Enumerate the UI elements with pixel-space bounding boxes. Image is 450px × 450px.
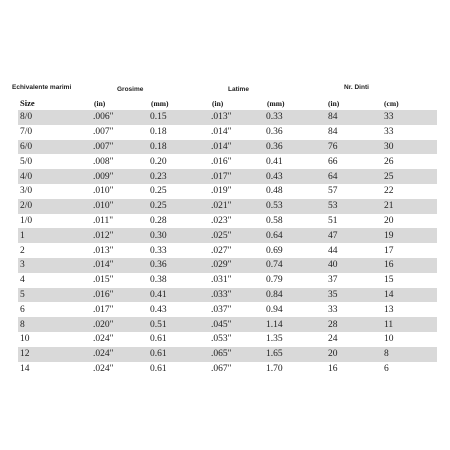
cell-grosime-in: .016" [91, 288, 150, 303]
cell-latime-mm: 0.74 [266, 258, 326, 273]
cell-dinti-cm: 15 [384, 275, 394, 286]
cell-latime-mm: 0.41 [266, 156, 283, 167]
cell-grosime-in: .024" [93, 363, 114, 374]
cell-latime-mm: 1.65 [266, 347, 326, 362]
cell-dinti-in: 40 [326, 258, 384, 273]
cell-grosime-mm: 0.38 [150, 275, 167, 286]
cell-grosime-in: .012" [91, 228, 150, 243]
cell-grosime-in: .007" [93, 127, 114, 138]
cell-dinti-in: 76 [326, 140, 384, 155]
cell-latime-in: .027" [211, 245, 232, 256]
cell-grosime-in: .009" [91, 169, 150, 184]
table-row [18, 169, 437, 184]
cell-grosime-mm: 0.61 [150, 363, 167, 374]
table-row [18, 110, 437, 125]
cell-dinti-cm: 25 [384, 169, 437, 184]
cell-latime-in: .067" [211, 363, 232, 374]
group-label-grosime: Grosime [117, 86, 144, 93]
cell-latime-mm: 0.43 [266, 169, 326, 184]
cell-size: 10 [20, 334, 30, 345]
cell-latime-in: .014" [211, 127, 232, 138]
column-header-grosime-in: (in) [94, 99, 106, 108]
cell-grosime-in: .008" [93, 156, 114, 167]
size-table [18, 110, 437, 376]
table-row [18, 228, 437, 243]
cell-dinti-cm: 8 [384, 347, 437, 362]
cell-size: 2/0 [18, 199, 91, 214]
cell-size: 7/0 [20, 127, 33, 138]
cell-size: 4/0 [18, 169, 91, 184]
cell-dinti-in: 33 [328, 304, 338, 315]
cell-latime-mm: 0.84 [266, 288, 326, 303]
cell-latime-mm: 0.94 [266, 304, 283, 315]
cell-dinti-in: 24 [328, 334, 338, 345]
cell-latime-mm: 1.14 [266, 317, 326, 332]
column-header-size: Size [20, 98, 35, 108]
table-row [18, 347, 437, 362]
table-row [18, 258, 437, 273]
cell-size: 12 [18, 347, 91, 362]
cell-dinti-in: 57 [328, 186, 338, 197]
cell-size: 1/0 [20, 215, 33, 226]
cell-grosime-mm: 0.33 [150, 245, 167, 256]
cell-dinti-in: 47 [326, 228, 384, 243]
cell-latime-in: .029" [209, 258, 266, 273]
column-header-grosime-mm: (mm) [151, 99, 169, 108]
column-header-latime-in: (in) [212, 99, 224, 108]
cell-dinti-cm: 13 [384, 304, 394, 315]
table-row [18, 288, 437, 303]
cell-latime-in: .014" [209, 140, 266, 155]
cell-dinti-cm: 26 [384, 156, 394, 167]
cell-latime-mm: 0.58 [266, 215, 283, 226]
cell-latime-in: .017" [209, 169, 266, 184]
cell-grosime-mm: 0.18 [150, 127, 167, 138]
cell-dinti-in: 66 [328, 156, 338, 167]
cell-latime-mm: 0.64 [266, 228, 326, 243]
cell-grosime-mm: 0.25 [150, 199, 209, 214]
cell-latime-mm: 0.36 [266, 127, 283, 138]
table-row [18, 184, 437, 199]
cell-grosime-mm: 0.36 [150, 258, 209, 273]
cell-grosime-mm: 0.28 [150, 215, 167, 226]
table-row [18, 243, 437, 258]
cell-dinti-cm: 11 [384, 317, 437, 332]
group-label-echivalente: Echivalente marimi [12, 84, 72, 91]
group-label-dinti: Nr. Dinti [344, 84, 369, 91]
cell-grosime-mm: 0.30 [150, 228, 209, 243]
cell-dinti-cm: 17 [384, 245, 394, 256]
cell-grosime-in: .024" [91, 347, 150, 362]
table-row [18, 214, 437, 229]
cell-dinti-in: 64 [326, 169, 384, 184]
cell-grosime-in: .015" [93, 275, 114, 286]
column-header-latime-mm: (mm) [267, 99, 285, 108]
cell-size: 8 [18, 317, 91, 332]
cell-dinti-in: 35 [326, 288, 384, 303]
cell-grosime-mm: 0.61 [150, 347, 209, 362]
cell-dinti-cm: 20 [384, 215, 394, 226]
cell-dinti-in: 28 [326, 317, 384, 332]
cell-grosime-mm: 0.25 [150, 186, 167, 197]
cell-dinti-in: 20 [326, 347, 384, 362]
cell-dinti-cm: 10 [384, 334, 394, 345]
cell-grosime-in: .013" [93, 245, 114, 256]
cell-grosime-mm: 0.18 [150, 140, 209, 155]
column-header-dinti-in: (in) [328, 99, 340, 108]
table-row [18, 125, 437, 140]
cell-latime-mm: 1.70 [266, 363, 283, 374]
cell-size: 4 [20, 275, 25, 286]
cell-grosime-in: .017" [93, 304, 114, 315]
cell-grosime-mm: 0.41 [150, 288, 209, 303]
cell-latime-in: .031" [211, 275, 232, 286]
cell-latime-in: .037" [211, 304, 232, 315]
cell-grosime-mm: 0.23 [150, 169, 209, 184]
table-row [18, 273, 437, 288]
cell-size: 3/0 [20, 186, 33, 197]
table-row [18, 140, 437, 155]
cell-dinti-in: 84 [326, 110, 384, 125]
cell-latime-in: .053" [211, 334, 232, 345]
cell-dinti-in: 51 [328, 215, 338, 226]
cell-latime-in: .045" [209, 317, 266, 332]
cell-dinti-cm: 19 [384, 228, 437, 243]
cell-grosime-in: .010" [91, 199, 150, 214]
cell-grosime-in: .024" [93, 334, 114, 345]
cell-latime-in: .065" [209, 347, 266, 362]
cell-dinti-in: 16 [328, 363, 338, 374]
cell-size: 14 [20, 363, 30, 374]
table-row [18, 154, 437, 169]
cell-grosime-in: .007" [91, 140, 150, 155]
cell-dinti-cm: 22 [384, 186, 394, 197]
cell-latime-in: .033" [209, 288, 266, 303]
cell-dinti-in: 53 [326, 199, 384, 214]
cell-dinti-in: 44 [328, 245, 338, 256]
cell-dinti-cm: 30 [384, 140, 437, 155]
cell-latime-mm: 0.53 [266, 199, 326, 214]
cell-grosime-mm: 0.15 [150, 110, 209, 125]
cell-dinti-in: 84 [328, 127, 338, 138]
cell-dinti-cm: 14 [384, 288, 437, 303]
cell-latime-mm: 0.33 [266, 110, 326, 125]
table-row [18, 317, 437, 332]
cell-grosime-in: .020" [91, 317, 150, 332]
cell-grosime-mm: 0.43 [150, 304, 167, 315]
cell-latime-mm: 1.35 [266, 334, 283, 345]
cell-grosime-in: .014" [91, 258, 150, 273]
cell-latime-in: .013" [209, 110, 266, 125]
cell-size: 8/0 [18, 110, 91, 125]
cell-latime-in: .023" [211, 215, 232, 226]
cell-grosime-mm: 0.51 [150, 317, 209, 332]
cell-size: 3 [18, 258, 91, 273]
cell-latime-in: .019" [211, 186, 232, 197]
table-row [18, 302, 437, 317]
column-header-dinti-cm: (cm) [384, 99, 399, 108]
cell-dinti-cm: 6 [384, 363, 389, 374]
table-row [18, 362, 437, 377]
cell-grosime-mm: 0.20 [150, 156, 167, 167]
group-label-latime: Latime [228, 86, 249, 93]
cell-size: 2 [20, 245, 25, 256]
cell-dinti-cm: 16 [384, 258, 437, 273]
cell-latime-in: .016" [211, 156, 232, 167]
cell-dinti-in: 37 [328, 275, 338, 286]
cell-grosime-in: .011" [93, 215, 114, 226]
cell-dinti-cm: 21 [384, 199, 437, 214]
cell-size: 5/0 [20, 156, 33, 167]
cell-size: 6/0 [18, 140, 91, 155]
cell-grosime-mm: 0.61 [150, 334, 167, 345]
cell-latime-in: .021" [209, 199, 266, 214]
cell-latime-in: .025" [209, 228, 266, 243]
table-row [18, 332, 437, 347]
cell-latime-mm: 0.69 [266, 245, 283, 256]
cell-size: 1 [18, 228, 91, 243]
cell-grosime-in: .006" [91, 110, 150, 125]
cell-latime-mm: 0.36 [266, 140, 326, 155]
cell-dinti-cm: 33 [384, 127, 394, 138]
cell-size: 5 [18, 288, 91, 303]
cell-dinti-cm: 33 [384, 110, 437, 125]
cell-latime-mm: 0.48 [266, 186, 283, 197]
cell-grosime-in: .010" [93, 186, 114, 197]
table-row [18, 199, 437, 214]
cell-size: 6 [20, 304, 25, 315]
cell-latime-mm: 0.79 [266, 275, 283, 286]
